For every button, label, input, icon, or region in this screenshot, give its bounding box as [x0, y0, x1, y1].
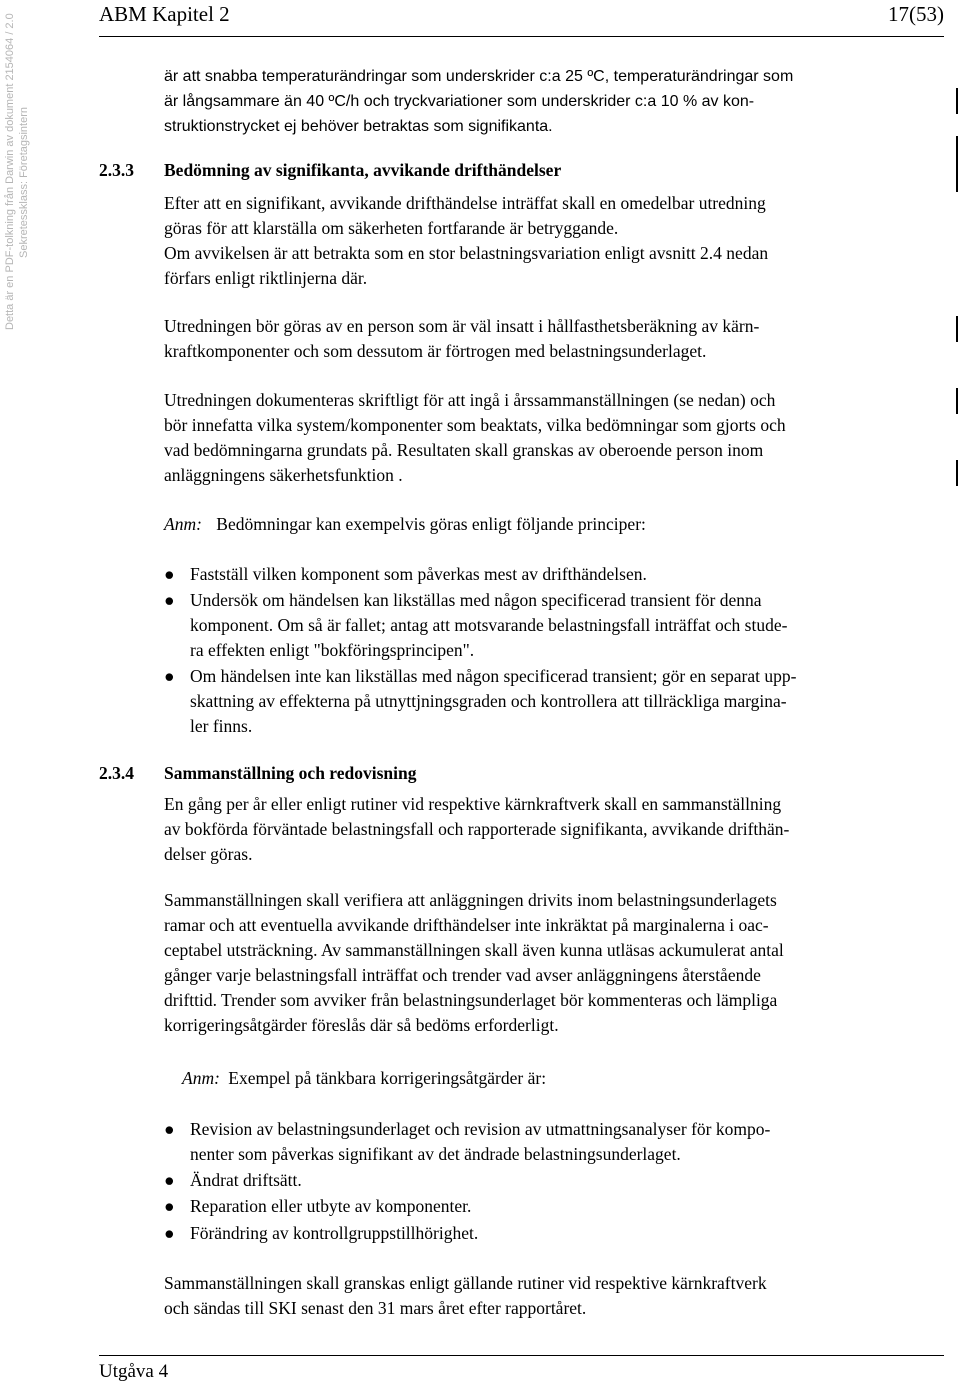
section-233-paragraph-2 [164, 314, 944, 364]
bullet-icon: ● [164, 590, 175, 610]
change-bar [956, 88, 958, 114]
section-234-final-paragraph [164, 1271, 944, 1321]
watermark [0, 0, 30, 1385]
paragraph-line: Utredningen dokumenteras skriftligt för att ingå i årssammanställningen (se nedan) och [164, 390, 776, 410]
section-234-title: Sammanställning och redovisning [164, 763, 417, 783]
list-item [164, 562, 944, 587]
watermark-line-2: Sekretessklass: Företagsintern [18, 106, 30, 258]
list-item-line: ler finns. [190, 716, 253, 736]
paragraph-line: ramar och att eventuella avvikande drifthändelser inte inkräktat på marginalerna i oac- [164, 915, 769, 935]
section-234-number: 2.3.4 [99, 763, 134, 783]
paragraph-line: göras för att klarställa om säkerheten fortfarande är betryggande. [164, 218, 619, 238]
paragraph-line: En gång per år eller enligt rutiner vid respektive kärnkraftverk skall en sammanställning [164, 794, 782, 814]
list-item-line: komponent. Om så är fallet; antag att motsvarande belastningsfall inträffat och stude- [190, 615, 788, 635]
paragraph-line: Utredningen bör göras av en person som är väl insatt i hållfasthetsberäkning av kärn- [164, 316, 760, 336]
footer-rule [99, 1355, 944, 1356]
bullet-icon: ● [164, 1223, 175, 1243]
list-item-line: Undersök om händelsen kan likställas med någon specificerad transient för denna [190, 590, 762, 610]
note-text: Bedömningar kan exempelvis göras enligt följande principer: [216, 514, 646, 534]
section-233-number: 2.3.3 [99, 160, 134, 180]
paragraph-line: Om avvikelsen är att betrakta som en stor belastningsvariation enligt avsnitt 2.4 nedan [164, 243, 769, 263]
paragraph-line: Efter att en signifikant, avvikande drifthändelse inträffat skall en omedelbar utredning [164, 193, 766, 213]
paragraph-line: korrigeringsåtgärder föreslås där så bedöms erforderligt. [164, 1015, 559, 1035]
bullet-icon: ● [164, 666, 175, 686]
list-item-line: Revision av belastningsunderlaget och revision av utmattningsanalyser för kompo- [190, 1119, 771, 1139]
list-item-line: nenter som påverkas signifikant av det ändrade belastningsunderlaget. [190, 1144, 681, 1164]
paragraph-line: gånger varje belastningsfall inträffat och trender vad avser anläggningens återstående [164, 965, 761, 985]
header-rule [99, 36, 944, 37]
intro-line: struktionstrycket ej behöver betraktas som signifikanta. [164, 118, 553, 135]
paragraph-line: ceptabel utsträckning. Av sammanställningen skall även kunna utläsas ackumulerat antal [164, 940, 784, 960]
list-item [164, 1117, 944, 1167]
change-bar [956, 388, 958, 414]
list-item [164, 1168, 944, 1193]
section-233-paragraph-1 [164, 191, 944, 291]
paragraph-line: vad bedömningarna grundats på. Resultaten skall granskas av oberoende person inom [164, 440, 764, 460]
note-label: Anm: [164, 514, 202, 534]
section-233-note [164, 512, 944, 537]
paragraph-line: drifttid. Trender som avviker från belastningsunderlaget bör kommenteras och lämpliga [164, 990, 778, 1010]
section-234-paragraph-2 [164, 888, 944, 1038]
footer-edition: Utgåva 4 [99, 1361, 169, 1382]
intro-paragraph [164, 64, 944, 139]
intro-line: är långsammare än 40 ºC/h och tryckvariationer som underskrider c:a 10 % av kon- [164, 93, 755, 110]
paragraph-line: kraftkomponenter och som dessutom är förtrogen med belastningsunderlaget. [164, 341, 707, 361]
note-label: Anm: [182, 1068, 220, 1088]
bullet-icon: ● [164, 564, 175, 584]
paragraph-line: bör innefatta vilka system/komponenter som beaktats, vilka bedömningar som gjorts och [164, 415, 786, 435]
list-item-line: Förändring av kontrollgruppstillhörighet. [190, 1223, 479, 1243]
section-234-paragraph-1 [164, 792, 944, 867]
change-bar [956, 136, 958, 192]
list-item [164, 1194, 944, 1219]
list-item-line: Reparation eller utbyte av komponenter. [190, 1196, 472, 1216]
paragraph-line: Sammanställningen skall granskas enligt gällande rutiner vid respektive kärnkraftverk [164, 1273, 767, 1293]
list-item-line: Ändrat driftsätt. [190, 1170, 302, 1190]
list-item-line: Om händelsen inte kan likställas med någon specificerad transient; gör en separat upp- [190, 666, 797, 686]
note-text: Exempel på tänkbara korrigeringsåtgärder är: [228, 1068, 547, 1088]
list-item-line: ra effekten enligt "bokföringsprincipen". [190, 640, 475, 660]
page-number: 17(53) [888, 2, 944, 26]
paragraph-line: och sändas till SKI senast den 31 mars året efter rapportåret. [164, 1298, 587, 1318]
paragraph-line: förfars enligt riktlinjerna där. [164, 268, 368, 288]
paragraph-line: delser göras. [164, 844, 253, 864]
change-bar [956, 460, 958, 486]
section-233-title: Bedömning av signifikanta, avvikande drifthändelser [164, 160, 562, 180]
list-item [164, 664, 944, 739]
section-233-paragraph-3 [164, 388, 944, 488]
paragraph-line: av bokförda förväntade belastningsfall och rapporterade signifikanta, avvikande drifthän- [164, 819, 790, 839]
watermark-line-1: Detta är en PDF-tolkning från Darwin av dokument 2154064 / 2.0 [4, 13, 16, 330]
bullet-icon: ● [164, 1119, 175, 1139]
bullet-icon: ● [164, 1196, 175, 1216]
intro-line: är att snabba temperaturändringar som underskrider c:a 25 ºC, temperaturändringar som [164, 68, 794, 85]
paragraph-line: Sammanställningen skall verifiera att anläggningen drivits inom belastningsunderlagets [164, 890, 777, 910]
paragraph-line: anläggningens säkerhetsfunktion . [164, 465, 403, 485]
bullet-icon: ● [164, 1170, 175, 1190]
change-bar [956, 316, 958, 342]
section-234-note [182, 1066, 942, 1091]
list-item [164, 588, 944, 663]
list-item-line: skattning av effekterna på utnyttjningsgraden och kontrollera att tillräckliga margina- [190, 691, 787, 711]
header-title: ABM Kapitel 2 [99, 2, 230, 26]
list-item-line: Fastställ vilken komponent som påverkas mest av drifthändelsen. [190, 564, 647, 584]
list-item [164, 1221, 944, 1246]
